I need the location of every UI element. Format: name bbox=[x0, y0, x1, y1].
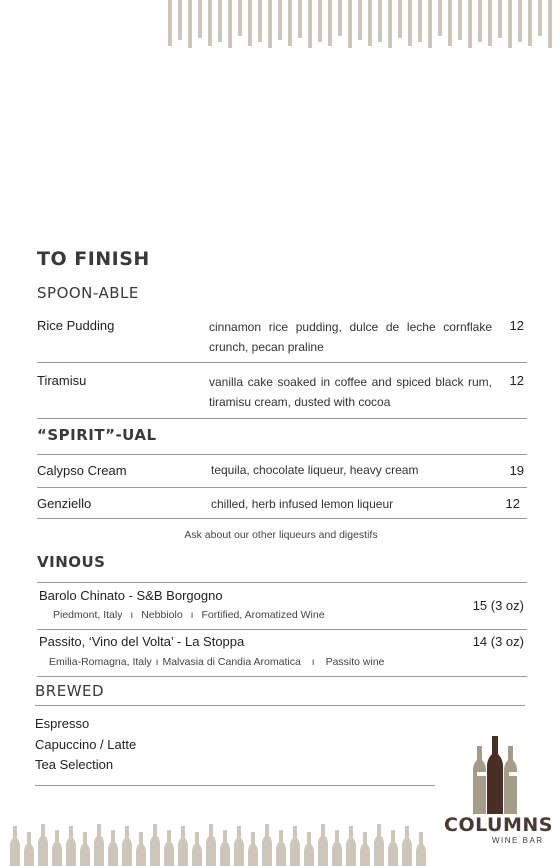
wine-grape: Malvasia di Candia Aromatica bbox=[162, 656, 301, 668]
wine-grape: Nebbiolo bbox=[141, 609, 183, 621]
divider bbox=[35, 785, 435, 786]
section-heading-vinous: VINOUS bbox=[37, 553, 106, 571]
separator: ı bbox=[130, 609, 134, 621]
item-price: 12 bbox=[505, 496, 520, 511]
divider bbox=[37, 418, 527, 419]
separator: ı bbox=[311, 656, 315, 668]
item-description: cinnamon rice pudding, dulce de leche cornflake crunch, pecan praline bbox=[209, 320, 492, 354]
item-price: 12 bbox=[509, 318, 524, 333]
wine-name: Passito, ‘Vino del Volta’ - La Stoppa bbox=[39, 634, 245, 649]
section-heading-spoon: SPOON-ABLE bbox=[37, 284, 139, 302]
bottle-pattern bbox=[0, 822, 440, 866]
separator: ı bbox=[155, 656, 159, 668]
item-name: Rice Pudding bbox=[37, 318, 115, 333]
top-stripe-pattern bbox=[168, 0, 560, 52]
divider bbox=[37, 629, 527, 630]
wine-details bbox=[49, 656, 385, 668]
item-price: 12 bbox=[509, 373, 524, 388]
divider bbox=[37, 518, 527, 519]
separator: ı bbox=[190, 609, 194, 621]
item-price: 19 bbox=[509, 463, 524, 478]
wine-region: Piedmont, Italy bbox=[53, 609, 123, 621]
drink-item: Espresso bbox=[35, 716, 90, 731]
divider bbox=[35, 705, 525, 706]
wine-bottles-icon bbox=[442, 736, 554, 816]
logo-subtitle: WINE BAR bbox=[492, 836, 544, 845]
columns-logo bbox=[442, 736, 554, 846]
divider bbox=[37, 582, 527, 583]
wine-details bbox=[53, 609, 325, 621]
wine-style: Passito wine bbox=[325, 656, 385, 668]
wine-region: Emilia-Romagna, Italy bbox=[49, 656, 152, 668]
wine-price: 15 (3 oz) bbox=[472, 598, 524, 613]
divider bbox=[37, 454, 527, 455]
item-description: tequila, chocolate liqueur, heavy cream bbox=[211, 463, 419, 477]
drink-item: Capuccino / Latte bbox=[35, 737, 137, 752]
divider bbox=[37, 362, 527, 363]
item-description: chilled, herb infused lemon liqueur bbox=[211, 497, 394, 511]
item-name: Tiramisu bbox=[37, 373, 87, 388]
section-heading-brewed: BREWED bbox=[35, 682, 105, 700]
item-description: vanilla cake soaked in coffee and spiced black rum, tiramisu cream, dusted with cocoa bbox=[209, 375, 492, 409]
item-name: Genziello bbox=[37, 496, 92, 511]
wine-name: Barolo Chinato - S&B Borgogno bbox=[39, 588, 223, 603]
logo-name: COLUMNS bbox=[444, 814, 553, 836]
wine-style: Fortified, Aromatized Wine bbox=[201, 609, 325, 621]
drink-item: Tea Selection bbox=[35, 757, 114, 772]
liqueur-note: Ask about our other liqueurs and digestifs bbox=[184, 529, 378, 541]
item-name: Calypso Cream bbox=[37, 463, 127, 478]
page-title: TO FINISH bbox=[37, 248, 150, 270]
divider bbox=[37, 676, 527, 677]
divider bbox=[37, 487, 527, 488]
wine-price: 14 (3 oz) bbox=[472, 634, 524, 649]
section-heading-spirit: “SPIRIT”-UAL bbox=[37, 426, 157, 444]
